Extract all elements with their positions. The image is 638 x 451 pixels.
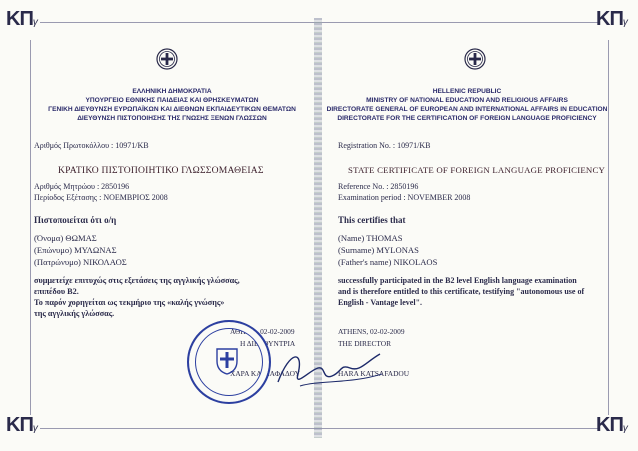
left-body-line: επιπέδου B2. xyxy=(34,287,79,296)
right-body-line: English - Vantage level". xyxy=(338,298,423,307)
left-body-line: της αγγλικής γλώσσας. xyxy=(34,309,115,318)
left-body-line: Το παρόν χορηγείται ως τεκμήριο της «καλής γνώσης» xyxy=(34,298,225,307)
right-header-line: HELLENIC REPUBLIC xyxy=(432,88,502,95)
right-candidate-name: (Name) THOMAS xyxy=(338,233,403,243)
left-father-name: (Πατρώνυμο) ΝΙΚΟΛΑΟΣ xyxy=(34,257,127,267)
left-protocol-number: Αριθμός Πρωτοκόλλου : 10971/ΚΒ xyxy=(34,141,149,150)
left-header-line: ΔΙΕΥΘΥΝΣΗ ΠΙΣΤΟΠΟΙΗΣΗΣ ΤΗΣ ΓΝΩΣΗΣ ΞΕΝΩΝ ΓΛΩΣΣΩΝ xyxy=(77,115,267,122)
right-body-line: successfully participated in the B2 level English language examination xyxy=(338,276,577,285)
left-header xyxy=(30,87,314,123)
right-place-date: ATHENS, 02-02-2009 xyxy=(338,327,405,336)
right-reference-number: Reference No. : 2850196 xyxy=(338,182,419,191)
greek-emblem-left-icon xyxy=(156,48,178,70)
right-candidate-surname: (Surname) MYLONAS xyxy=(338,245,419,255)
right-registration-number: Registration No. : 10971/KB xyxy=(338,141,431,150)
right-director-role: THE DIRECTOR xyxy=(338,339,392,348)
right-father-name: (Father's name) NIKOLAOS xyxy=(338,257,438,267)
left-place-date: ΑΘΗΝΑ, 02-02-2009 xyxy=(230,327,295,336)
right-signatory-name: HARA KATSAFADOU xyxy=(338,369,410,378)
left-certifies-text: Πιστοποιείται ότι ο/η xyxy=(34,215,117,225)
right-header-line: DIRECTORATE FOR THE CERTIFICATION OF FOREIGN LANGUAGE PROFICIENCY xyxy=(337,115,597,122)
director-signature-icon xyxy=(270,340,390,400)
right-certifies-text: This certifies that xyxy=(338,215,406,225)
left-candidate-surname: (Επώνυμο) ΜΥΛΩΝΑΣ xyxy=(34,245,117,255)
right-header-line: DIRECTORATE GENERAL OF EUROPEAN AND INTERNATIONAL AFFAIRS IN EDUCATION xyxy=(326,106,608,113)
logo-top-right: KΠγ xyxy=(596,8,628,30)
right-exam-period: Examination period : NOVEMBER 2008 xyxy=(338,193,471,202)
right-certificate-title: STATE CERTIFICATE OF FOREIGN LANGUAGE PROFICIENCY xyxy=(348,165,606,175)
left-exam-period: Περίοδος Εξέτασης : ΝΟΕΜΒΡΙΟΣ 2008 xyxy=(34,193,168,202)
right-header xyxy=(322,87,612,123)
logo-bottom-right: KΠγ xyxy=(596,414,628,436)
left-registry-number: Αριθμός Μητρώου : 2850196 xyxy=(34,182,130,191)
logo-top-left: KΠγ xyxy=(6,8,38,30)
stamp-emblem-icon xyxy=(213,345,241,375)
left-signatory-name: ΧΑΡΑ ΚΑΤΣΑΦΑΔΟΥ xyxy=(230,369,300,378)
logo-bottom-left: KΠγ xyxy=(6,414,38,436)
left-candidate-name: (Όνομα) ΘΩΜΑΣ xyxy=(34,233,97,243)
left-header-line: ΕΛΛΗΝΙΚΗ ΔΗΜΟΚΡΑΤΙΑ xyxy=(132,88,212,95)
left-certificate-title: ΚΡΑΤΙΚΟ ΠΙΣΤΟΠΟΙΗΤΙΚΟ ΓΛΩΣΣΟΜΑΘΕΙΑΣ xyxy=(58,165,264,176)
left-header-line: ΥΠΟΥΡΓΕΙΟ ΕΘΝΙΚΗΣ ΠΑΙΔΕΙΑΣ ΚΑΙ ΘΡΗΣΚΕΥΜΑΤΩΝ xyxy=(85,97,259,104)
right-header-line: MINISTRY OF NATIONAL EDUCATION AND RELIGIOUS AFFAIRS xyxy=(366,97,568,104)
left-director-role: Η ΔΙΕΥΘΥΝΤΡΙΑ xyxy=(240,339,296,348)
right-body-line: and is therefore entitled to this certificate, testifying "autonomous use of xyxy=(338,287,585,296)
left-header-line: ΓΕΝΙΚΗ ΔΙΕΥΘΥΝΣΗ ΕΥΡΩΠΑΪΚΩΝ ΚΑΙ ΔΙΕΘΝΩΝ ΕΚΠΑΙΔΕΥΤΙΚΩΝ ΘΕΜΑΤΩΝ xyxy=(48,106,296,113)
left-body-line: συμμετείχε επιτυχώς στις εξετάσεις της αγγλικής γλώσσας, xyxy=(34,276,240,285)
greek-emblem-right-icon xyxy=(464,48,486,70)
